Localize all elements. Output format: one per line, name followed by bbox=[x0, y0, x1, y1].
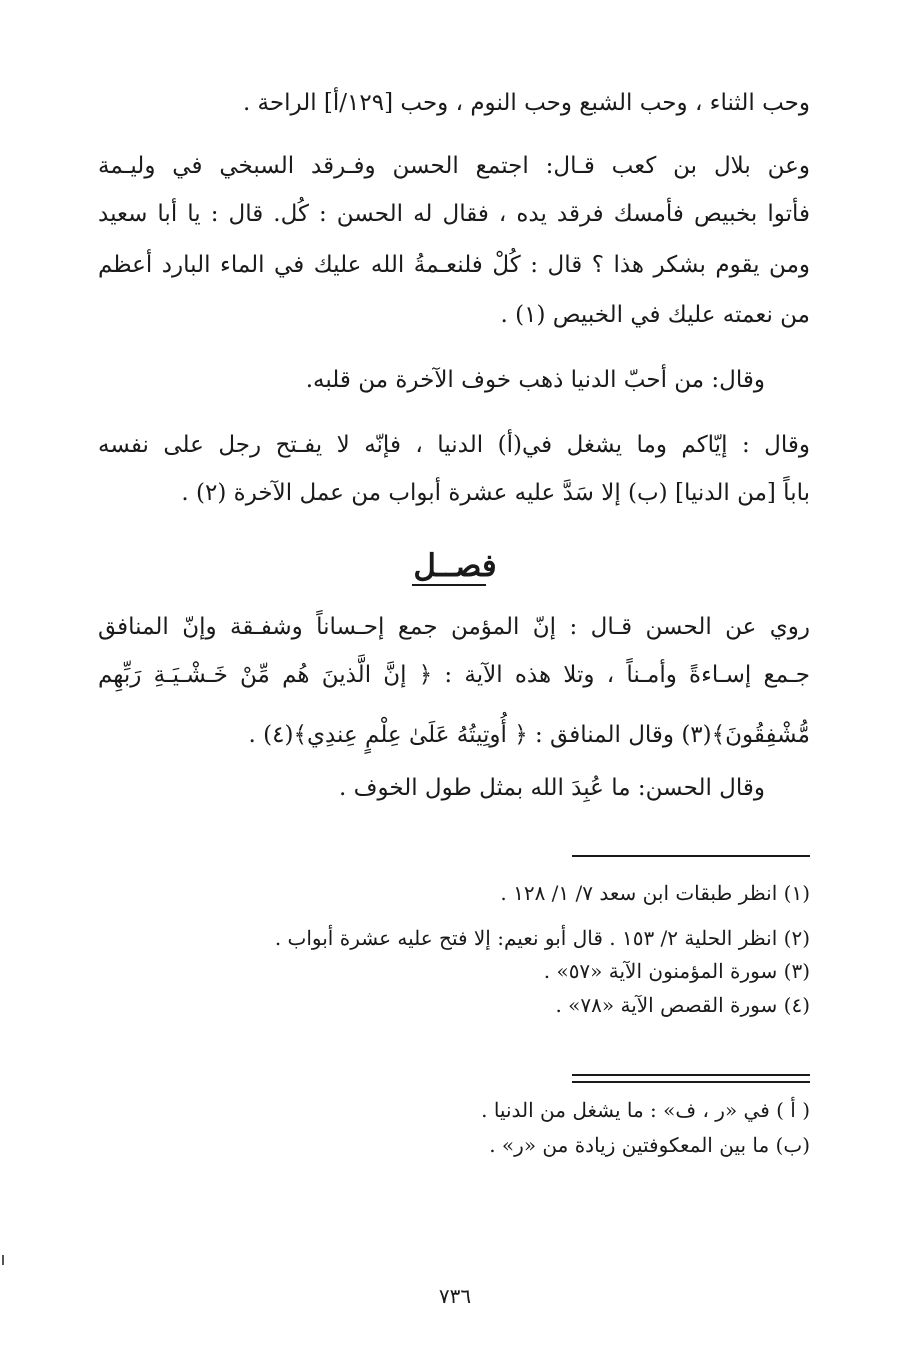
paragraph-4-line-2: باباً [من الدنيا] (ب) إلا سَدَّ عليه عشرة أبواب من عمل الآخرة (٢) . bbox=[181, 480, 810, 506]
footnote-3: (٣) سورة المؤمنون الآية «٥٧» . bbox=[543, 959, 810, 983]
paragraph-3-line-1: وقال: من أحبّ الدنيا ذهب خوف الآخرة من قلبه. bbox=[305, 367, 765, 393]
footnote-separator bbox=[572, 855, 810, 857]
section-heading: فصــل bbox=[413, 548, 497, 584]
paragraph-5-line-3: مُّشْفِقُونَ﴾(٣) وقال المنافق : ﴿ أُوتِيتُهُ عَلَىٰ عِلْمٍ عِندِي﴾(٤) . bbox=[248, 722, 810, 748]
paragraph-1-line-1: وحب الثناء ، وحب الشبع وحب النوم ، وحب [١٢٩/أ] الراحة . bbox=[242, 90, 810, 116]
variant-separator-bottom bbox=[572, 1081, 810, 1083]
paragraph-5-line-2: جـمع إسـاءةً وأمـناً ، وتلا هذه الآية : ﴿ إنَّ الَّذينَ هُم مِّنْ خَـشْـيَـةِ رَبِّهِم bbox=[98, 662, 810, 688]
heading-underline bbox=[412, 584, 486, 586]
paragraph-2-line-1: وعن بلال بن كعب قـال: اجتمع الحسن وفـرقد السبخي في وليـمة bbox=[98, 153, 810, 179]
variant-separator-top bbox=[572, 1074, 810, 1076]
footnote-4: (٤) سورة القصص الآية «٧٨» . bbox=[555, 993, 810, 1017]
paragraph-2-line-4: من نعمته عليك في الخبيص (١) . bbox=[500, 302, 810, 328]
page-number: ٧٣٦ bbox=[438, 1284, 472, 1308]
paragraph-2-line-3: ومن يقوم بشكر هذا ؟ قال : كُلْ فلنعـمةُ الله عليك في الماء البارد أعظم bbox=[98, 252, 810, 278]
paragraph-5-line-1: روي عن الحسن قـال : إنّ المؤمن جمع إحـساناً وشفـقة وإنّ المنافق bbox=[98, 614, 810, 640]
paragraph-6-line-1: وقال الحسن: ما عُبِدَ الله بمثل طول الخوف . bbox=[339, 775, 765, 801]
footnote-1: (١) انظر طبقات ابن سعد ٧/ ١/ ١٢٨ . bbox=[500, 881, 810, 905]
footnote-2: (٢) انظر الحلية ٢/ ١٥٣ . قال أبو نعيم: إلا فتح عليه عشرة أبواب . bbox=[274, 926, 810, 950]
variant-note-b: (ب) ما بين المعكوفتين زيادة من «ر» . bbox=[489, 1133, 810, 1157]
paragraph-2-line-2: فأتوا بخبيص فأمسك فرقد يده ، فقال له الحسن : كُل. قال : يا أبا سعيد bbox=[98, 201, 810, 227]
paragraph-4-line-1: وقال : إيّاكم وما يشغل في(أ) الدنيا ، فإنّه لا يفـتح رجل على نفسه bbox=[98, 432, 810, 458]
scan-edge-mark bbox=[2, 1255, 4, 1265]
variant-note-a: ( أ ) في «ر ، ف» : ما يشغل من الدنيا . bbox=[481, 1098, 810, 1122]
